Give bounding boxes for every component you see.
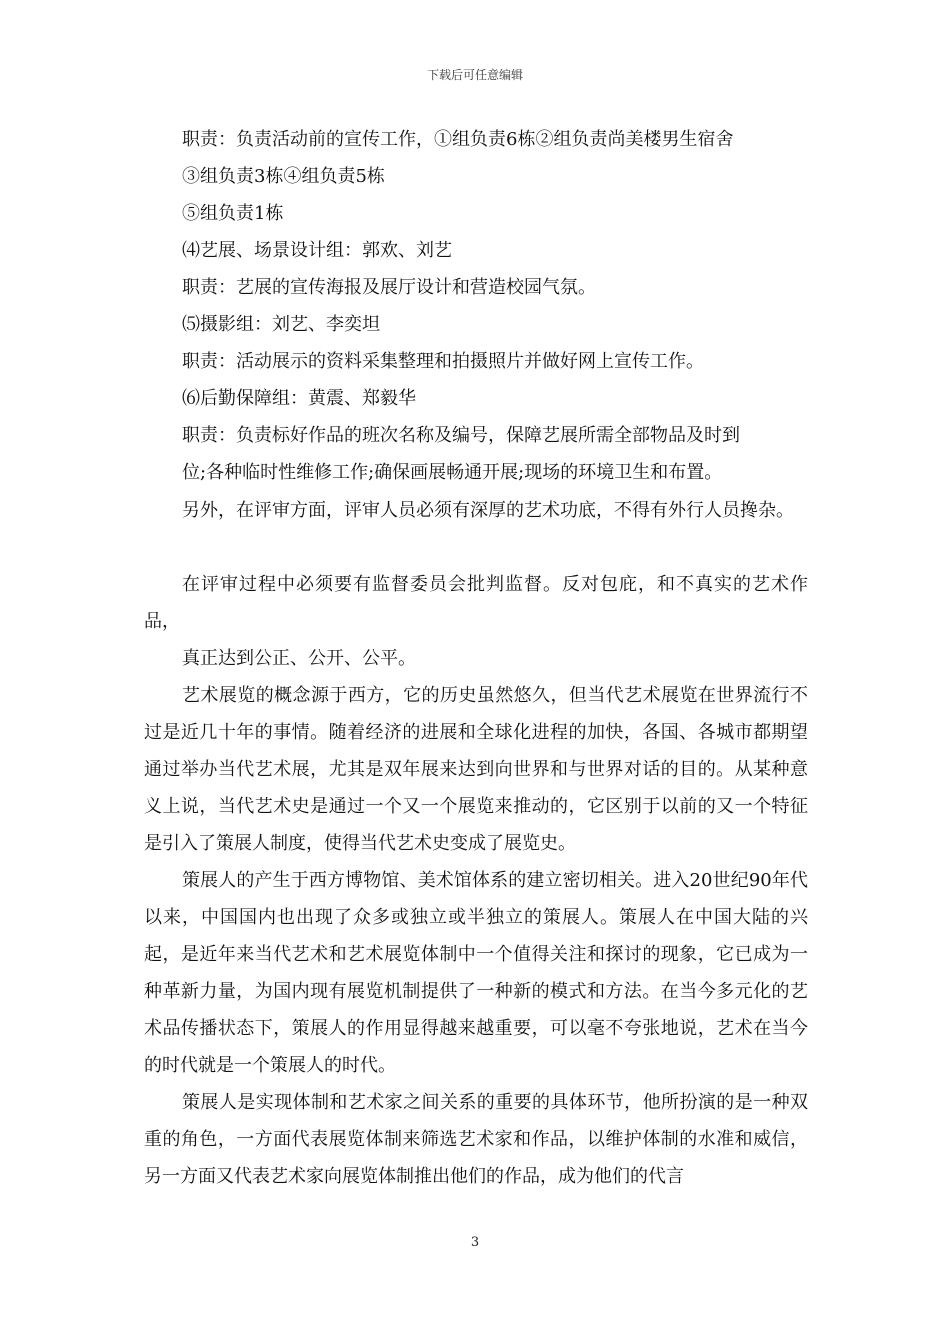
list-line: ⑤组负责1栋 (182, 203, 284, 224)
body-paragraph: 另外，在评审方面，评审人员必须有深厚的艺术功底，不得有外行人员搀杂。 (182, 500, 794, 521)
body-paragraph: 真正达到公正、公开、公平。 (182, 648, 416, 669)
list-line: ⑷艺展、场景设计组：郭欢、刘艺 (182, 240, 452, 261)
list-line: 职责：负责标好作品的班次名称及编号，保障艺展所需全部物品及时到 (182, 425, 740, 446)
body-paragraph: 在评审过程中必须要有监督委员会批判监督。反对包庇，和不真实的艺术作品， (144, 574, 808, 632)
list-line: 位;各种临时性维修工作;确保画展畅通开展;现场的环境卫生和布置。 (182, 462, 723, 483)
list-line: ⑸摄影组：刘艺、李奕坦 (182, 314, 380, 335)
list-line: 职责：艺展的宣传海报及展厅设计和营造校园气氛。 (182, 277, 596, 298)
list-line: ③组负责3栋④组负责5栋 (182, 166, 385, 187)
page-number: 3 (470, 1235, 480, 1250)
page-header: 下载后可任意编辑 (426, 68, 523, 82)
list-line: 职责：负责活动前的宣传工作，①组负责6栋②组负责尚美楼男生宿舍 (182, 129, 734, 150)
list-line: 职责：活动展示的资料采集整理和拍摄照片并做好网上宣传工作。 (182, 351, 704, 372)
body-paragraph: 策展人是实现体制和艺术家之间关系的重要的具体环节，他所扮演的是一种双重的角色，一方面代表展览体制来筛选艺术家和作品，以维护体制的水准和威信，另一方面又代表艺术家向展览体制推出他们的作品，成为他们的代言 (144, 1092, 808, 1187)
list-line: ⑹后勤保障组：黄震、郑毅华 (182, 388, 416, 409)
body-paragraph: 艺术展览的概念源于西方，它的历史虽然悠久，但当代艺术展览在世界流行不过是近几十年的事情。随着经济的进展和全球化进程的加快，各国、各城市都期望通过举办当代艺术展，尤其是双年展来达到向世界和与世界对话的目的。从某种意义上说，当代艺术史是通过一个又一个展览来推动的，它区别于以前的又一个特征是引入了策展人制度，使得当代艺术史变成了展览史。 (144, 685, 808, 854)
body-paragraph: 策展人的产生于西方博物馆、美术馆体系的建立密切相关。进入20世纪90年代以来，中国国内也出现了众多或独立或半独立的策展人。策展人在中国大陆的兴起，是近年来当代艺术和艺术展览体制中一个值得关注和探讨的现象，它已成为一种革新力量，为国内现有展览机制提供了一种新的模式和方法。在当今多元化的艺术品传播状态下，策展人的作用显得越来越重要，可以毫不夸张地说，艺术在当今的时代就是一个策展人的时代。 (144, 870, 808, 1076)
